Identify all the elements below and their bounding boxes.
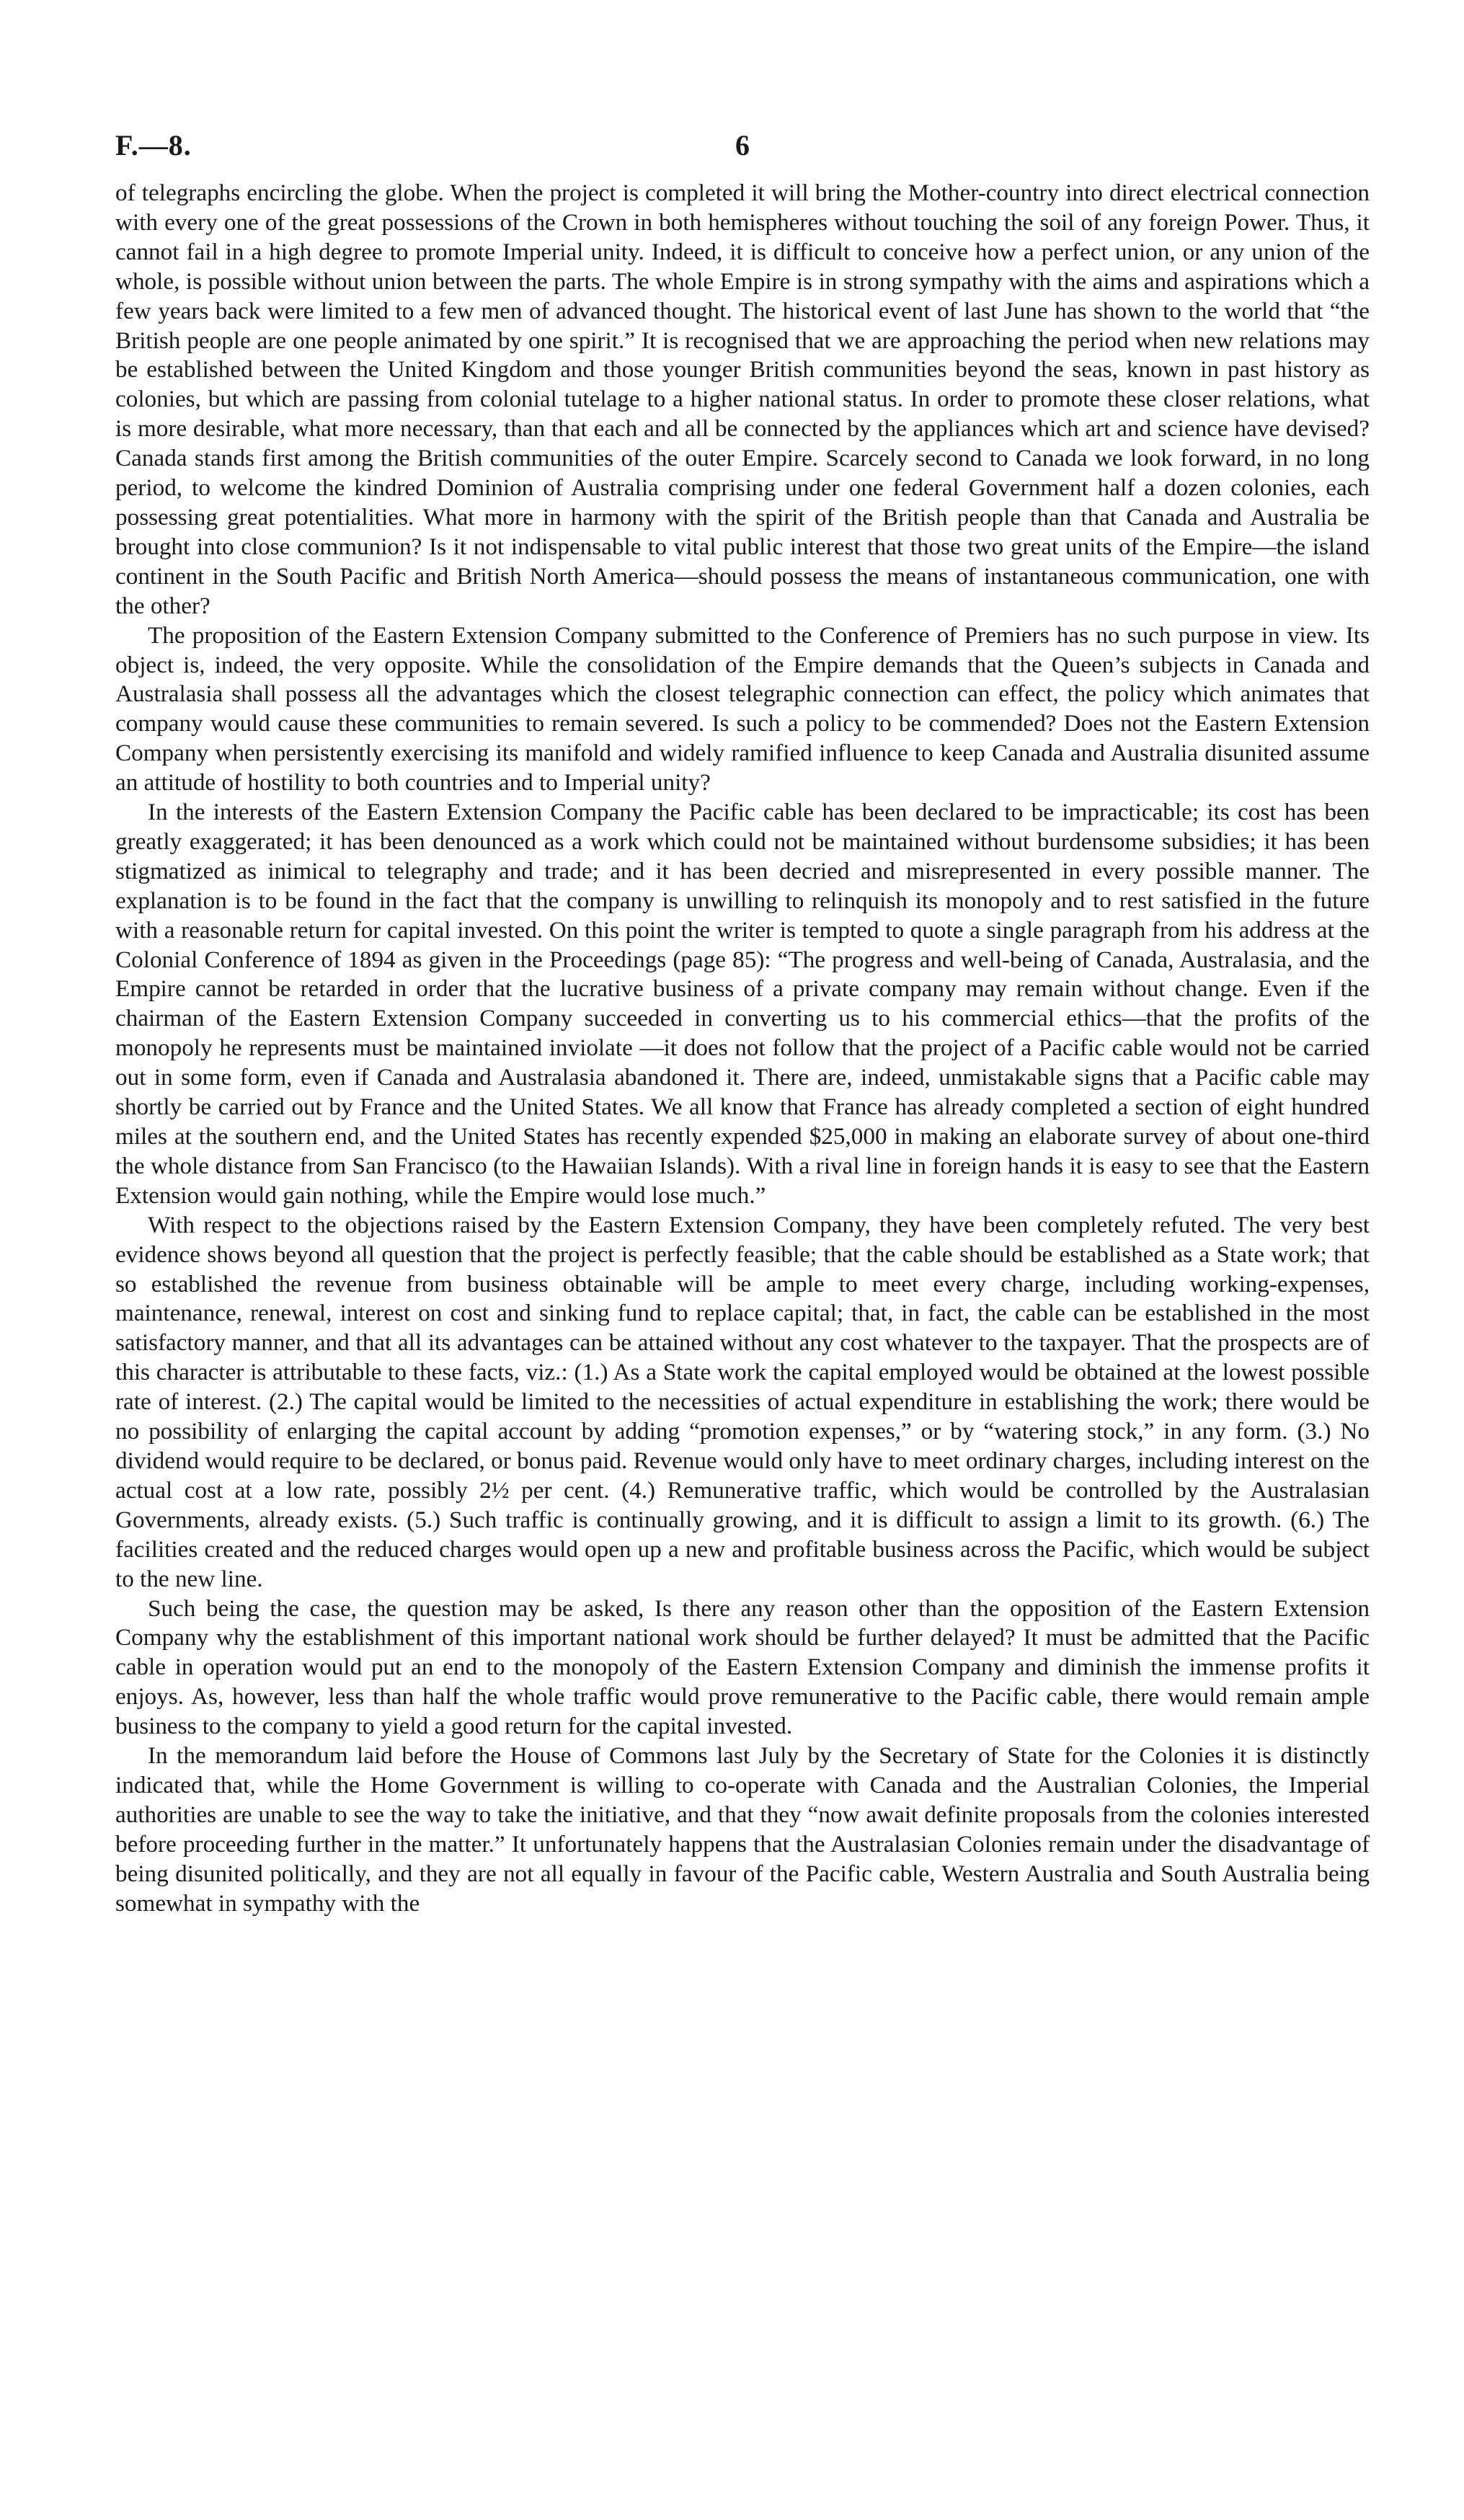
page-header: [115, 128, 1370, 179]
paragraph-6: In the memorandum laid before the House of Commons last July by the Secretary of State for the Colonies it is distinctly indicated that, while the Home Government is willing to co-operate with Canada and the Australian Colonies, the Imperial authorities are unable to see the way to take the initiative, and that they “now await definite proposals from the colonies interested before proceeding further in the matter.” It unfortunately happens that the Australasian Colonies remain under the disadvantage of being disunited politically, and they are not all equally in favour of the Pacific cable, Western Australia and South Australia being somewhat in sympathy with the: [115, 1742, 1370, 1917]
paragraph-5: Such being the case, the question may be asked, Is there any reason other than the opposition of the Eastern Extension Company why the establishment of this important national work should be further delayed? It must be admitted that the Pacific cable in operation would put an end to the monopoly of the Eastern Extension Company and diminish the immense profits it enjoys. As, however, less than half the whole traffic would prove remunerative to the Pacific cable, there would remain ample business to the company to yield a good return for the capital invested.: [115, 1594, 1370, 1740]
paragraph-4: With respect to the objections raised by the Eastern Extension Company, they have been completely refuted. The very best evidence shows beyond all question that the project is perfectly feasible; that the cable should be established as a State work; that so established the revenue from business obtainable will be ample to meet every charge, including working-expenses, maintenance, renewal, interest on cost and sinking fund to replace capital; that, in fact, the cable can be established in the most satisfactory manner, and that all its advantages can be attained without any cost whatever to the taxpayer. That the prospects are of this character is attributable to these facts, viz.: (1.) As a State work the capital employed would be obtained at the lowest possible rate of interest. (2.) The capital would be limited to the necessities of actual expenditure in establishing the work; there would be no possibility of enlarging the capital account by adding “promotion expenses,” or by “watering stock,” in any form. (3.) No dividend would require to be declared, or bonus paid. Revenue would only have to meet ordinary charges, including interest on the actual cost at a low rate, possibly 2½ per cent. (4.) Remunerative traffic, which would be controlled by the Australasian Governments, already exists. (5.) Such traffic is continually growing, and it is difficult to assign a limit to its growth. (6.) The facilities created and the reduced charges would open up a new and profitable business across the Pacific, which would be subject to the new line.: [115, 1211, 1370, 1592]
body-text: [115, 179, 1370, 1918]
paragraph-3: In the interests of the Eastern Extension Company the Pacific cable has been declared to be impracticable; its cost has been greatly exaggerated; it has been denounced as a work which could not be maintained without burdensome subsidies; it has been stigmatized as inimical to telegraphy and trade; and it has been decried and misrepresented in every possible manner. The explanation is to be found in the fact that the company is unwilling to relinquish its monopoly and to rest satisfied in the future with a reasonable return for capital invested. On this point the writer is tempted to quote a single paragraph from his address at the Colonial Conference of 1894 as given in the Proceedings (page 85): “The progress and well-being of Canada, Australasia, and the Empire cannot be retarded in order that the lucrative business of a private company may remain without change. Even if the chairman of the Eastern Extension Company succeeded in converting us to his commercial ethics—that the profits of the monopoly he represents must be maintained inviolate —it does not follow that the project of a Pacific cable would not be carried out in some form, even if Canada and Australasia abandoned it. There are, indeed, unmistakable signs that a Pacific cable may shortly be carried out by France and the United States. We all know that France has already completed a section of eight hundred miles at the southern end, and the United States has recently expended $25,000 in making an elaborate survey of about one-third the whole distance from San Francisco (to the Hawaiian Islands). With a rival line in foreign hands it is easy to see that the Eastern Extension would gain nothing, while the Empire would lose much.”: [115, 799, 1370, 1209]
page: [115, 128, 1370, 1918]
paragraph-2: The proposition of the Eastern Extension Company submitted to the Conference of Premiers has no such purpose in view. Its object is, indeed, the very opposite. While the consolidation of the Empire demands that the Queen’s subjects in Canada and Australasia shall possess all the advantages which the closest telegraphic connection can effect, the policy which animates that company would cause these communities to remain severed. Is such a policy to be commended? Does not the Eastern Extension Company when persistently exercising its manifold and widely ramified influence to keep Canada and Australia disunited assume an attitude of hostility to both countries and to Imperial unity?: [115, 621, 1370, 797]
document-reference: F.—8.: [115, 129, 192, 161]
page-number: 6: [735, 129, 750, 161]
paragraph-1: of telegraphs encircling the globe. When the project is completed it will bring the Mother-country into direct electrical connection with every one of the great possessions of the Crown in both hemispheres without touching the soil of any foreign Power. Thus, it cannot fail in a high degree to promote Imperial unity. Indeed, it is difficult to conceive how a perfect union, or any union of the whole, is possible without union between the parts. The whole Empire is in strong sympathy with the aims and aspirations which a few years back were limited to a few men of advanced thought. The historical event of last June has shown to the world that “the British people are one people animated by one spirit.” It is recognised that we are approaching the period when new relations may be established between the United Kingdom and those younger British communities beyond the seas, known in past history as colonies, but which are passing from colonial tutelage to a higher national status. In order to promote these closer relations, what is more desirable, what more necessary, than that each and all be connected by the appliances which art and science have devised? Canada stands first among the British communities of the outer Empire. Scarcely second to Canada we look forward, in no long period, to welcome the kindred Dominion of Australia comprising under one federal Government half a dozen colonies, each possessing great potentialities. What more in harmony with the spirit of the British people than that Canada and Australia be brought into close communion? Is it not indispensable to vital public interest that those two great units of the Empire—the island continent in the South Pacific and British North America—should possess the means of instantaneous communication, one with the other?: [115, 179, 1370, 619]
